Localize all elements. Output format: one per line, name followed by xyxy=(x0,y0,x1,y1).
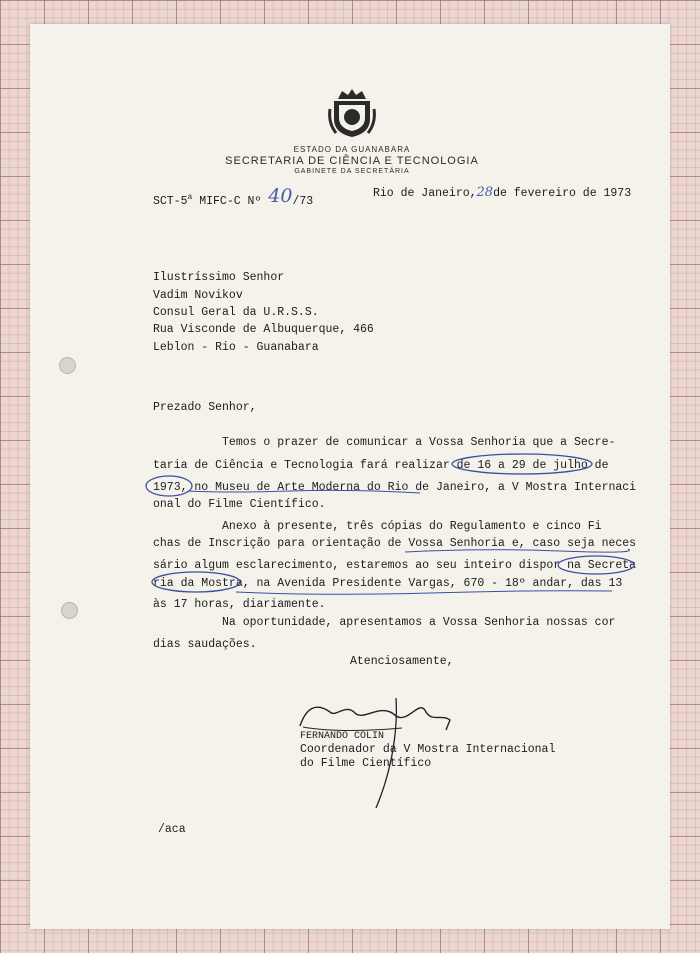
punch-hole-bottom xyxy=(61,602,78,619)
punch-hole-top xyxy=(59,357,76,374)
body-line: taria de Ciência e Tecnologia fará realizar de 16 a 29 de julho de xyxy=(153,459,609,472)
recipient-line: Leblon - Rio - Guanabara xyxy=(153,341,319,354)
body-line: 1973, no Museu de Arte Moderna do Rio de Janeiro, a V Mostra Internaci xyxy=(153,481,637,494)
signatory-name: FERNANDO COLIN xyxy=(300,731,385,742)
dateline-rest: de fevereiro de 1973 xyxy=(493,187,632,200)
reference-superscript: a xyxy=(187,193,193,203)
body-line: onal do Filme Científico. xyxy=(153,498,326,511)
recipient-line: Ilustríssimo Senhor xyxy=(153,271,285,284)
body-line: às 17 horas, diariamente. xyxy=(153,598,326,611)
body-line: Anexo à presente, três cópias do Regulamento e cinco Fi xyxy=(153,520,602,533)
signatory-title: Coordenador da V Mostra Internacional xyxy=(300,743,556,756)
body-line: chas de Inscrição para orientação de Vossa Senhoria e, caso seja neces xyxy=(153,537,637,550)
recipient-line: Vadim Novikov xyxy=(153,289,243,302)
reference-number xyxy=(153,185,314,208)
dateline xyxy=(373,186,631,200)
letterhead-secretariat: SECRETARIA DE CIÊNCIA E TECNOLOGIA xyxy=(225,155,479,167)
body-line: sário algum esclarecimento, estaremos ao seu inteiro dispor na Secreta xyxy=(153,559,637,572)
typist-initials: /aca xyxy=(158,823,186,836)
body-line: ria da Mostra, na Avenida Presidente Vargas, 670 - 18º andar, das 13 xyxy=(153,577,623,590)
reference-prefix: SCT-5 xyxy=(153,195,188,208)
body-line: dias saudações. xyxy=(153,638,257,651)
reference-code: MIFC-C Nº xyxy=(192,195,262,208)
coat-of-arms-icon xyxy=(328,87,376,139)
body-line: Na oportunidade, apresentamos a Vossa Senhoria nossas cor xyxy=(153,616,616,629)
letterhead-state: ESTADO DA GUANABARA xyxy=(293,145,411,154)
reference-year: /73 xyxy=(292,195,314,208)
dateline-handwritten-day: 28 xyxy=(476,185,494,200)
signatory-title: do Filme Científico xyxy=(300,757,432,770)
reference-handwritten-number: 40 xyxy=(268,185,293,207)
closing: Atenciosamente, xyxy=(350,655,454,668)
recipient-line: Consul Geral da U.R.S.S. xyxy=(153,306,319,319)
letterhead-cabinet: GABINETE DA SECRETÁRIA xyxy=(294,168,410,175)
salutation: Prezado Senhor, xyxy=(153,401,257,414)
body-line: Temos o prazer de comunicar a Vossa Senhoria que a Secre- xyxy=(153,436,616,449)
dateline-place: Rio de Janeiro, xyxy=(373,187,477,200)
recipient-line: Rua Visconde de Albuquerque, 466 xyxy=(153,323,374,336)
